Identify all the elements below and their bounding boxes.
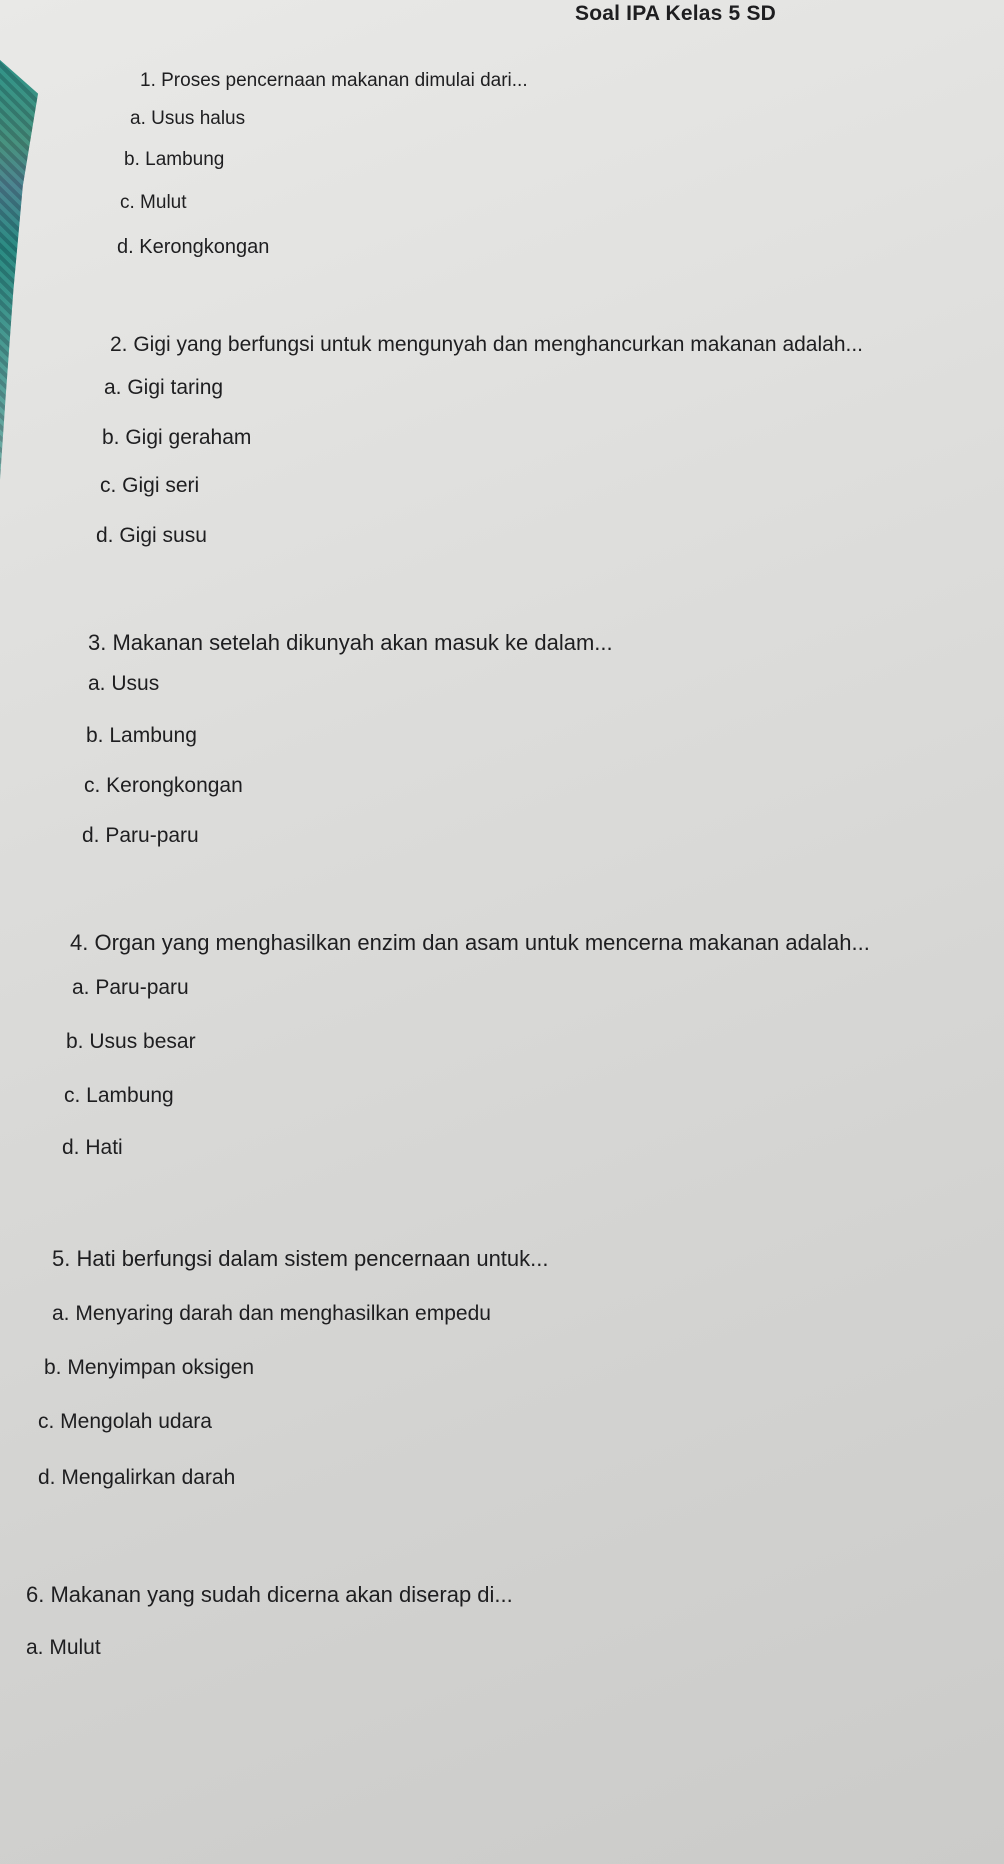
question-5-option-b: b. Menyimpan oksigen [44,1356,255,1379]
question-2-text: 2. Gigi yang berfungsi untuk mengunyah dan menghancurkan makanan adalah... [110,333,864,356]
question-4-text: 4. Organ yang menghasilkan enzim dan asam untuk mencerna makanan adalah... [70,930,870,955]
question-3-option-b: b. Lambung [86,724,197,747]
question-6-text: 6. Makanan yang sudah dicerna akan diserap di... [26,1582,513,1607]
question-1-option-b: b. Lambung [124,149,225,170]
question-3-option-c: c. Kerongkongan [84,774,243,797]
question-5-option-a: a. Menyaring darah dan menghasilkan empedu [52,1302,491,1325]
question-4-option-d: d. Hati [62,1136,123,1159]
question-3-text: 3. Makanan setelah dikunyah akan masuk ke dalam... [88,630,613,655]
question-5-option-d: d. Mengalirkan darah [38,1466,236,1489]
question-2-option-d: d. Gigi susu [96,524,207,547]
question-4-option-c: c. Lambung [64,1084,174,1107]
question-3-option-d: d. Paru-paru [82,824,199,847]
question-5-text: 5. Hati berfungsi dalam sistem pencernaan untuk... [52,1246,549,1271]
question-1-text: 1. Proses pencernaan makanan dimulai dari... [140,70,528,91]
question-4-option-b: b. Usus besar [66,1030,196,1053]
question-2-option-c: c. Gigi seri [100,474,200,497]
question-3-option-a: a. Usus [88,672,160,695]
question-2-option-a: a. Gigi taring [104,376,224,399]
question-1-option-c: c. Mulut [120,192,187,213]
worksheet-title: Soal IPA Kelas 5 SD [575,2,777,25]
question-5-option-c: c. Mengolah udara [38,1410,212,1433]
question-2-option-b: b. Gigi geraham [102,426,252,449]
question-1-option-d: d. Kerongkongan [117,236,270,258]
question-6-option-a: a. Mulut [26,1636,101,1659]
question-4-option-a: a. Paru-paru [72,976,189,999]
question-1-option-a: a. Usus halus [130,108,246,129]
